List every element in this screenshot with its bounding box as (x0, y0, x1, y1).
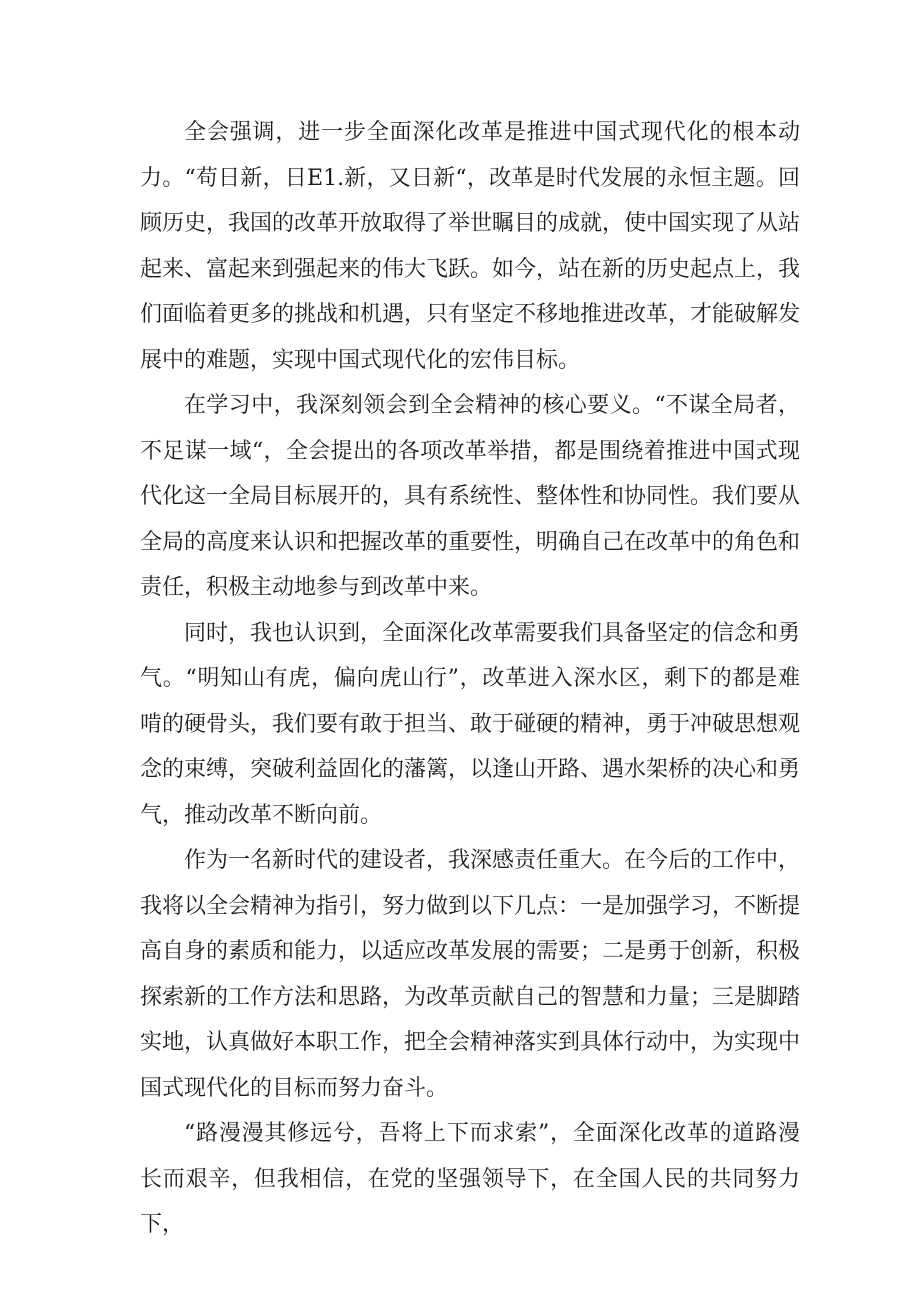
paragraph-4: 作为一名新时代的建设者，我深感责任重大。在今后的工作中，我将以全会精神为指引，努力做到以下几点：一是加强学习，不断提高自身的素质和能力，以适应改革发展的需要；二是勇于创新，积极探索新的工作方法和思路，为改革贡献自己的智慧和力量；三是脚踏实地，认真做好本职工作，把全会精神落实到具体行动中，为实现中国式现代化的目标而努力奋斗。 (140, 848, 801, 1101)
paragraph-1: 全会强调，进一步全面深化改革是推进中国式现代化的根本动力。“苟日新，日E1.新，又日新“，改革是时代发展的永恒主题。回顾历史，我国的改革开放取得了举世瞩目的成就，使中国实现了从站起来、富起来到强起来的伟大飞跃。如今，站在新的历史起点上，我们面临着更多的挑战和机遇，只有坚定不移地推进改革，才能破解发展中的难题，实现中国式现代化的宏伟目标。 (140, 120, 801, 373)
paragraph-2: 在学习中，我深刻领会到全会精神的核心要义。“不谋全局者，不足谋一域“，全会提出的各项改革举措，都是围绕着推进中国式现代化这一全局目标展开的，具有系统性、整体性和协同性。我们要从全局的高度来认识和把握改革的重要性，明确自己在改革中的角色和责任，积极主动地参与到改革中来。 (140, 393, 801, 600)
document-body (140, 110, 800, 1248)
paragraph-5: “路漫漫其修远兮，吾将上下而求索”，全面深化改革的道路漫长而艰辛，但我相信，在党的坚强领导下，在全国人民的共同努力下， (140, 1121, 800, 1237)
paragraph-3: 同时，我也认识到，全面深化改革需要我们具备坚定的信念和勇气。“明知山有虎，偏向虎山行”，改革进入深水区，剩下的都是难啃的硬骨头，我们要有敢于担当、敢于碰硬的精神，勇于冲破思想观念的束缚，突破利益固化的藩篱，以逢山开路、遇水架桥的决心和勇气，推动改革不断向前。 (140, 620, 801, 828)
